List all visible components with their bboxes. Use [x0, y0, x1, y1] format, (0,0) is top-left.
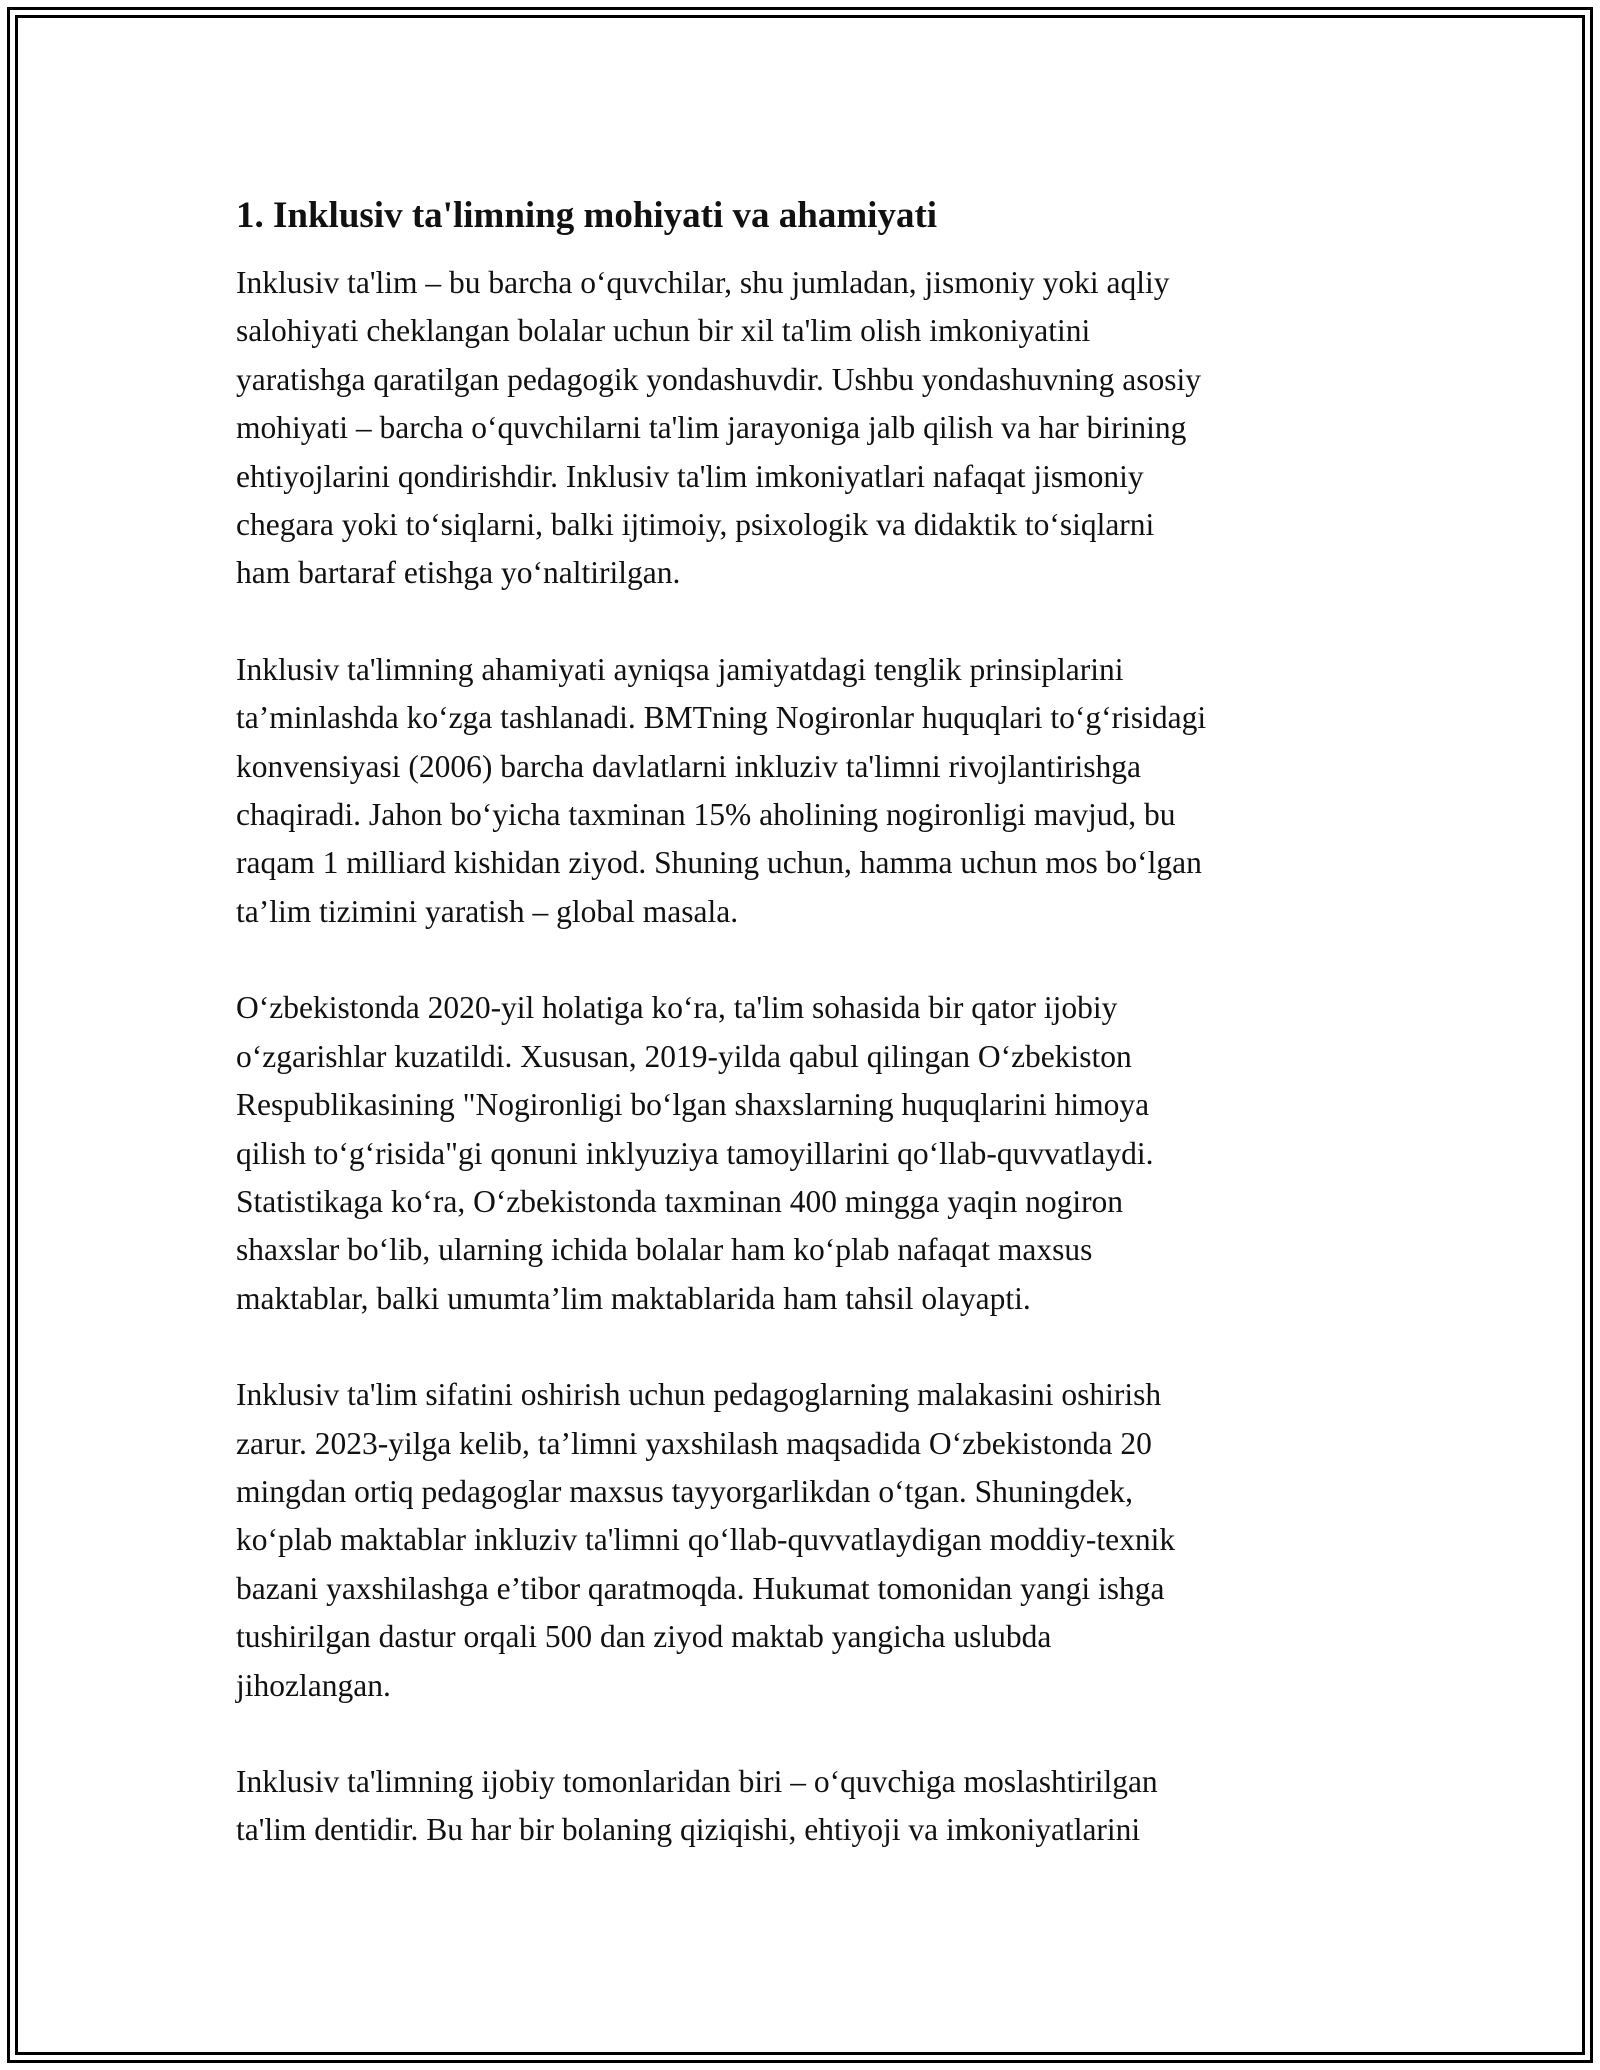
text-line: Inklusiv ta'lim – bu barcha o‘quvchilar, shu jumladan, jismoniy yoki aqliy: [236, 265, 1170, 300]
text-line: ta’minlashda ko‘zga tashlanadi. BMTning Nogironlar huquqlari to‘g‘risidagi: [236, 700, 1207, 736]
text-line: jihozlangan.: [236, 1667, 391, 1703]
paragraph-5: [236, 1758, 1396, 1855]
text-line: ham bartaraf etishga yo‘naltirilgan.: [236, 555, 681, 591]
text-line: bazani yaxshilashga e’tibor qaratmoqda. Hukumat tomonidan yangi ishga: [236, 1570, 1165, 1606]
text-line: salohiyati cheklangan bolalar uchun bir xil ta'lim olish imkoniyatini: [236, 313, 1091, 349]
text-line: chaqiradi. Jahon bo‘yicha taxminan 15% aholining nogironligi mavjud, bu: [236, 797, 1176, 833]
text-line: Inklusiv ta'lim sifatini oshirish uchun pedagoglarning malakasini oshirish: [236, 1377, 1162, 1413]
section-heading: 1. Inklusiv ta'limning mohiyati va ahamiyati: [236, 195, 938, 236]
text-line: Inklusiv ta'limning ijobiy tomonlaridan biri – o‘quvchiga moslashtirilgan: [236, 1763, 1158, 1799]
text-line: mingdan ortiq pedagoglar maxsus tayyorgarlikdan o‘tgan. Shuningdek,: [236, 1473, 1133, 1509]
paragraph-1: [236, 259, 1396, 598]
text-line: zarur. 2023-yilga kelib, ta’limni yaxshilash maqsadida O‘zbekistonda 20: [236, 1425, 1152, 1461]
paragraph-2: [236, 646, 1396, 936]
paragraph-4: [236, 1371, 1396, 1710]
text-line: maktablar, balki umumta’lim maktablarida ham tahsil olayapti.: [236, 1280, 1031, 1316]
text-line: Respublikasining "Nogironligi bo‘lgan shaxslarning huquqlarini himoya: [236, 1087, 1150, 1123]
text-line: ta'lim dentidir. Bu har bir bolaning qiziqishi, ehtiyoji va imkoniyatlarini: [236, 1812, 1141, 1848]
text-line: raqam 1 milliard kishidan ziyod. Shuning uchun, hamma uchun mos bo‘lgan: [236, 845, 1202, 881]
text-line: mohiyati – barcha o‘quvchilarni ta'lim jarayoniga jalb qilish va har birining: [236, 410, 1187, 446]
text-line: tushirilgan dastur orqali 500 dan ziyod maktab yangicha uslubda: [236, 1619, 1052, 1655]
text-line: Inklusiv ta'limning ahamiyati ayniqsa jamiyatdagi tenglik prinsiplarini: [236, 651, 1124, 687]
text-line: ta’lim tizimini yaratish – global masala.: [236, 893, 739, 929]
text-line: o‘zgarishlar kuzatildi. Xususan, 2019-yilda qabul qilingan O‘zbekiston: [236, 1038, 1132, 1074]
text-line: Statistikaga ko‘ra, O‘zbekistonda taxminan 400 mingga yaqin nogiron: [236, 1183, 1124, 1219]
text-line: yaratishga qaratilgan pedagogik yondashuvdir. Ushbu yondashuvning asosiy: [236, 361, 1201, 397]
text-line: shaxslar bo‘lib, ularning ichida bolalar ham ko‘plab nafaqat maxsus: [236, 1232, 1093, 1268]
text-line: qilish to‘g‘risida"gi qonuni inklyuziya tamoyillarini qo‘llab-quvvatlaydi.: [236, 1135, 1154, 1171]
text-line: O‘zbekistonda 2020-yil holatiga ko‘ra, ta'lim sohasida bir qator ijobiy: [236, 990, 1118, 1026]
text-line: chegara yoki to‘siqlarni, balki ijtimoiy, psixologik va didaktik to‘siqlarni: [236, 507, 1155, 543]
paragraph-3: [236, 984, 1396, 1323]
text-line: ehtiyojlarini qondirishdir. Inklusiv ta'lim imkoniyatlari nafaqat jismoniy: [236, 458, 1144, 494]
text-line: ko‘plab maktablar inkluziv ta'limni qo‘llab-quvvatlaydigan moddiy-texnik: [236, 1522, 1176, 1558]
document-body: [236, 190, 1396, 1903]
text-line: konvensiyasi (2006) barcha davlatlarni inkluziv ta'limni rivojlantirishga: [236, 748, 1141, 784]
